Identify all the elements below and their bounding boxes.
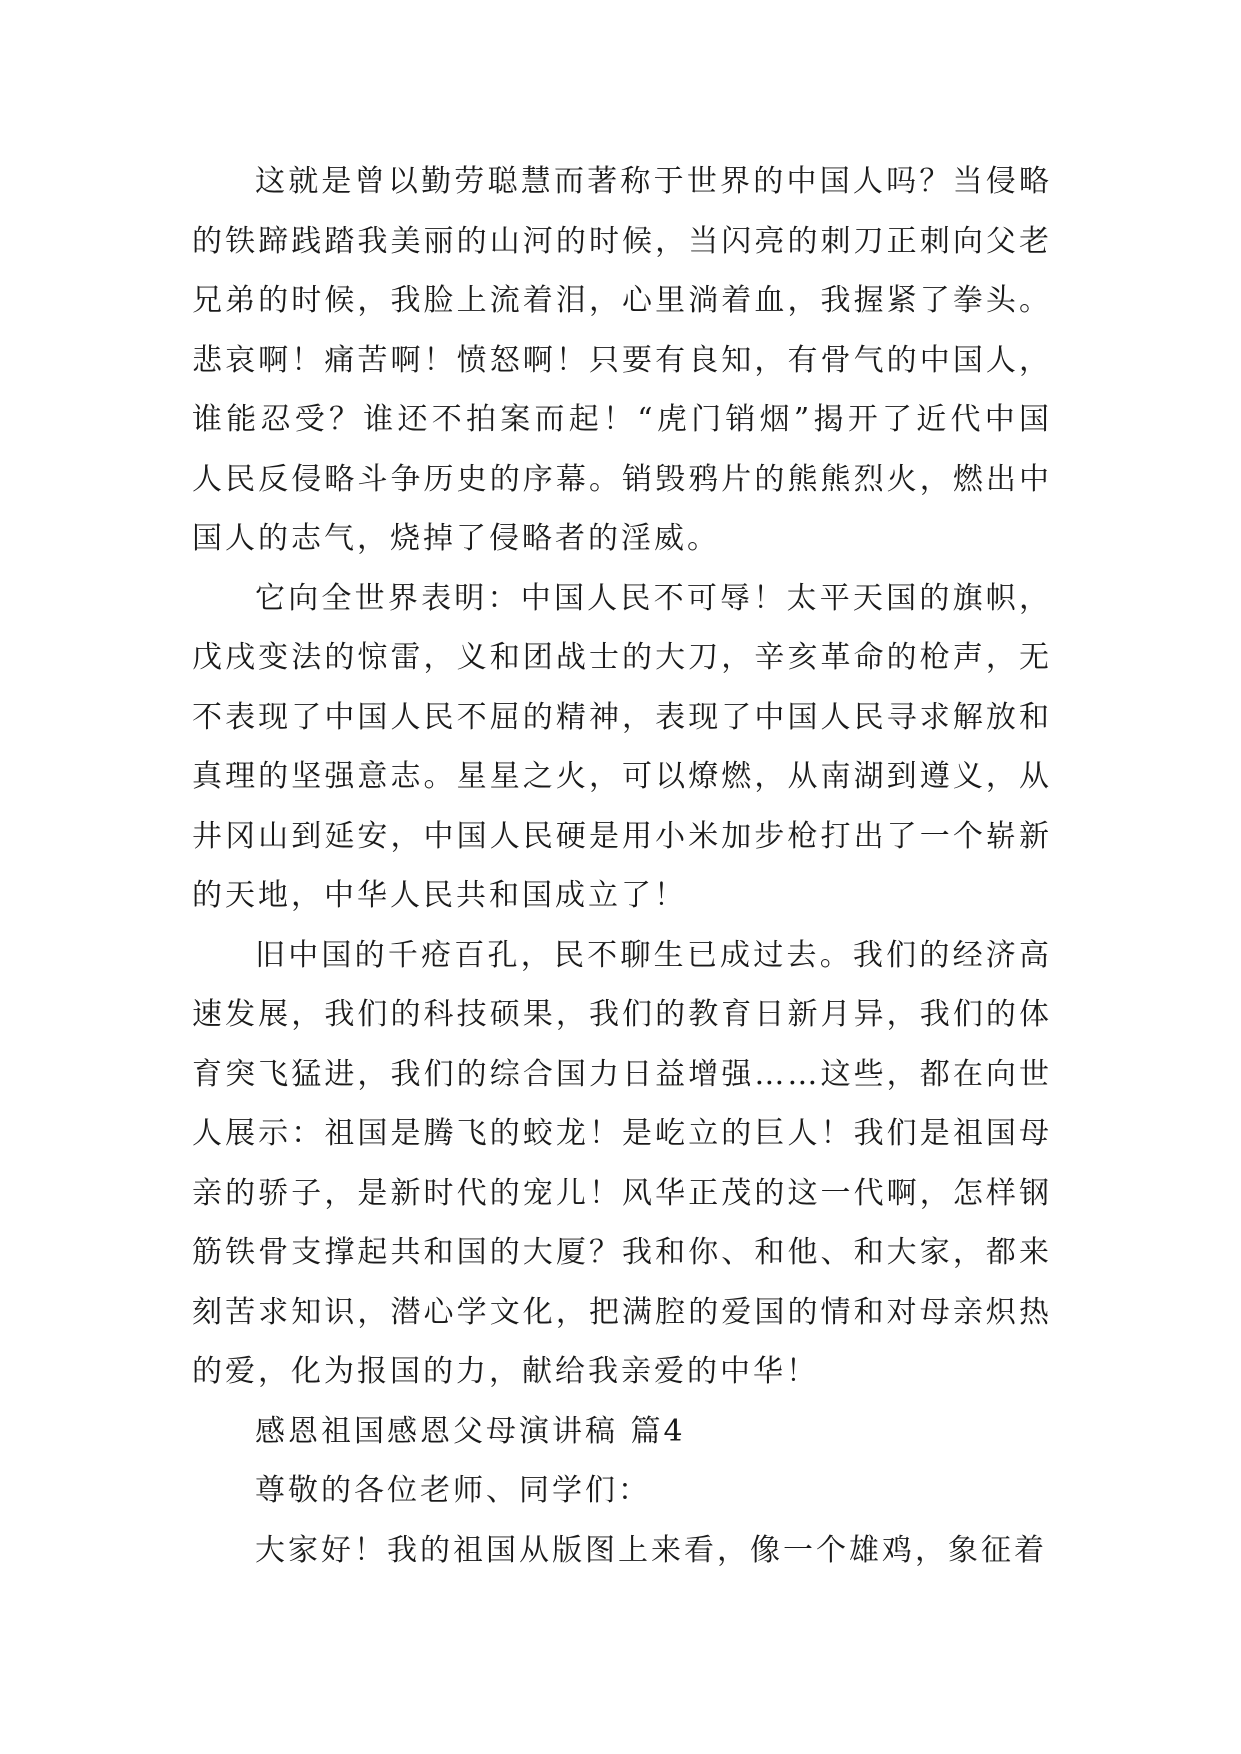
- paragraph-2: 它向全世界表明：中国人民不可辱！太平天国的旗帜，戊戌变法的惊雷，义和团战士的大刀，辛亥革命的枪声，无不表现了中国人民不屈的精神，表现了中国人民寻求解放和真理的坚强意志。星星之火，可以燎燃，从南湖到遵义，从井冈山到延安，中国人民硬是用小米加步枪打出了一个崭新的天地，中华人民共和国成立了！: [192, 580, 1052, 913]
- section-title: 感恩祖国感恩父母演讲稿 篇4: [255, 1413, 686, 1449]
- paragraph-1: 这就是曾以勤劳聪慧而著称于世界的中国人吗？当侵略的铁蹄践踏我美丽的山河的时候，当闪亮的刺刀正刺向父老兄弟的时候，我脸上流着泪，心里淌着血，我握紧了拳头。悲哀啊！痛苦啊！愤怒啊！只要有良知，有骨气的中国人，谁能忍受？谁还不拍案而起！“虎门销烟”揭开了近代中国人民反侵略斗争历史的序幕。销毁鸦片的熊熊烈火，燃出中国人的志气，烧掉了侵略者的淫威。: [192, 164, 1052, 556]
- opening-line: 大家好！我的祖国从版图上来看，像一个雄鸡，象征着: [255, 1532, 1047, 1568]
- paragraph-3: 旧中国的千疮百孔，民不聊生已成过去。我们的经济高速发展，我们的科技硕果，我们的教育日新月异，我们的体育突飞猛进，我们的综合国力日益增强……这些，都在向世人展示：祖国是腾飞的蛟龙！是屹立的巨人！我们是祖国母亲的骄子，是新时代的宠儿！风华正茂的这一代啊，怎样钢筋铁骨支撑起共和国的大厦？我和你、和他、和大家，都来刻苦求知识，潜心学文化，把满腔的爱国的情和对母亲炽热的爱，化为报国的力，献给我亲爱的中华！: [192, 937, 1052, 1389]
- salutation: 尊敬的各位老师、同学们：: [255, 1473, 651, 1508]
- document-body: [192, 152, 1052, 1580]
